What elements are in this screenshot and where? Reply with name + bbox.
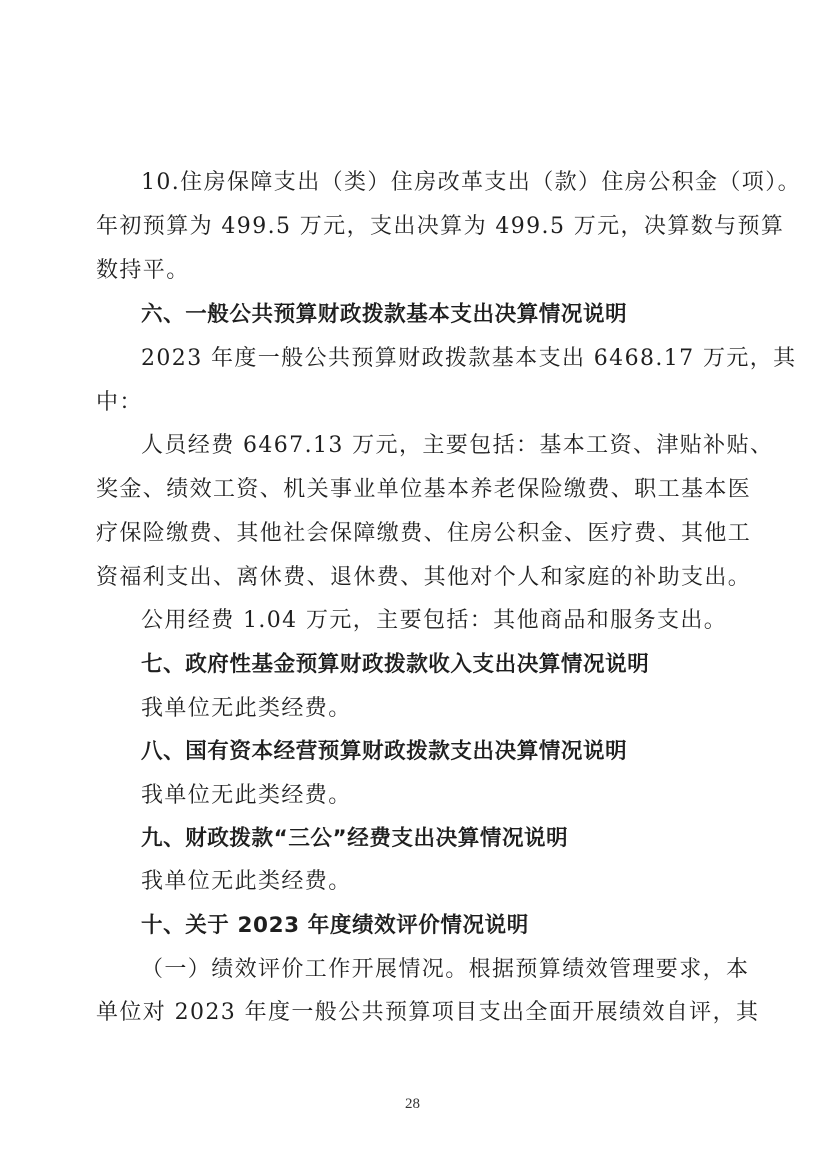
section7-text: 我单位无此类经费。 <box>141 696 352 721</box>
personnel-line3: 疗保险缴费、其他社会保障缴费、住房公积金、医疗费、其他工 <box>96 521 752 546</box>
public-funds-line: 公用经费 1.04 万元，主要包括：其他商品和服务支出。 <box>141 608 728 633</box>
personnel-line2: 奖金、绩效工资、机关事业单位基本养老保险缴费、职工基本医 <box>96 477 752 502</box>
section8-text: 我单位无此类经费。 <box>141 783 352 808</box>
section8-heading: 八、国有资本经营预算财政拨款支出决算情况说明 <box>141 739 628 764</box>
item10-line1: 10.住房保障支出（类）住房改革支出（款）住房公积金（项）。 <box>141 170 801 195</box>
item10-line3: 数持平。 <box>96 258 190 283</box>
personnel-line1: 人员经费 6467.13 万元，主要包括：基本工资、津贴补贴、 <box>141 433 774 458</box>
section10-heading: 十、关于 2023 年度绩效评价情况说明 <box>141 913 529 938</box>
personnel-line4: 资福利支出、离休费、退休费、其他对个人和家庭的补助支出。 <box>96 565 752 590</box>
section9-heading: 九、财政拨款“三公”经费支出决算情况说明 <box>141 826 569 851</box>
section10-line1: （一）绩效评价工作开展情况。根据预算绩效管理要求，本 <box>141 957 750 982</box>
section9-text: 我单位无此类经费。 <box>141 869 352 894</box>
section6-intro-line2: 中： <box>96 390 143 415</box>
section6-intro-line1: 2023 年度一般公共预算财政拨款基本支出 6468.17 万元，其 <box>141 346 797 371</box>
section6-heading: 六、一般公共预算财政拨款基本支出决算情况说明 <box>141 302 628 327</box>
page-number: 28 <box>405 1096 420 1112</box>
section10-line2: 单位对 2023 年度一般公共预算项目支出全面开展绩效自评，其 <box>96 1000 760 1025</box>
section7-heading: 七、政府性基金预算财政拨款收入支出决算情况说明 <box>141 652 650 677</box>
item10-line2: 年初预算为 499.5 万元，支出决算为 499.5 万元，决算数与预算 <box>96 214 785 239</box>
